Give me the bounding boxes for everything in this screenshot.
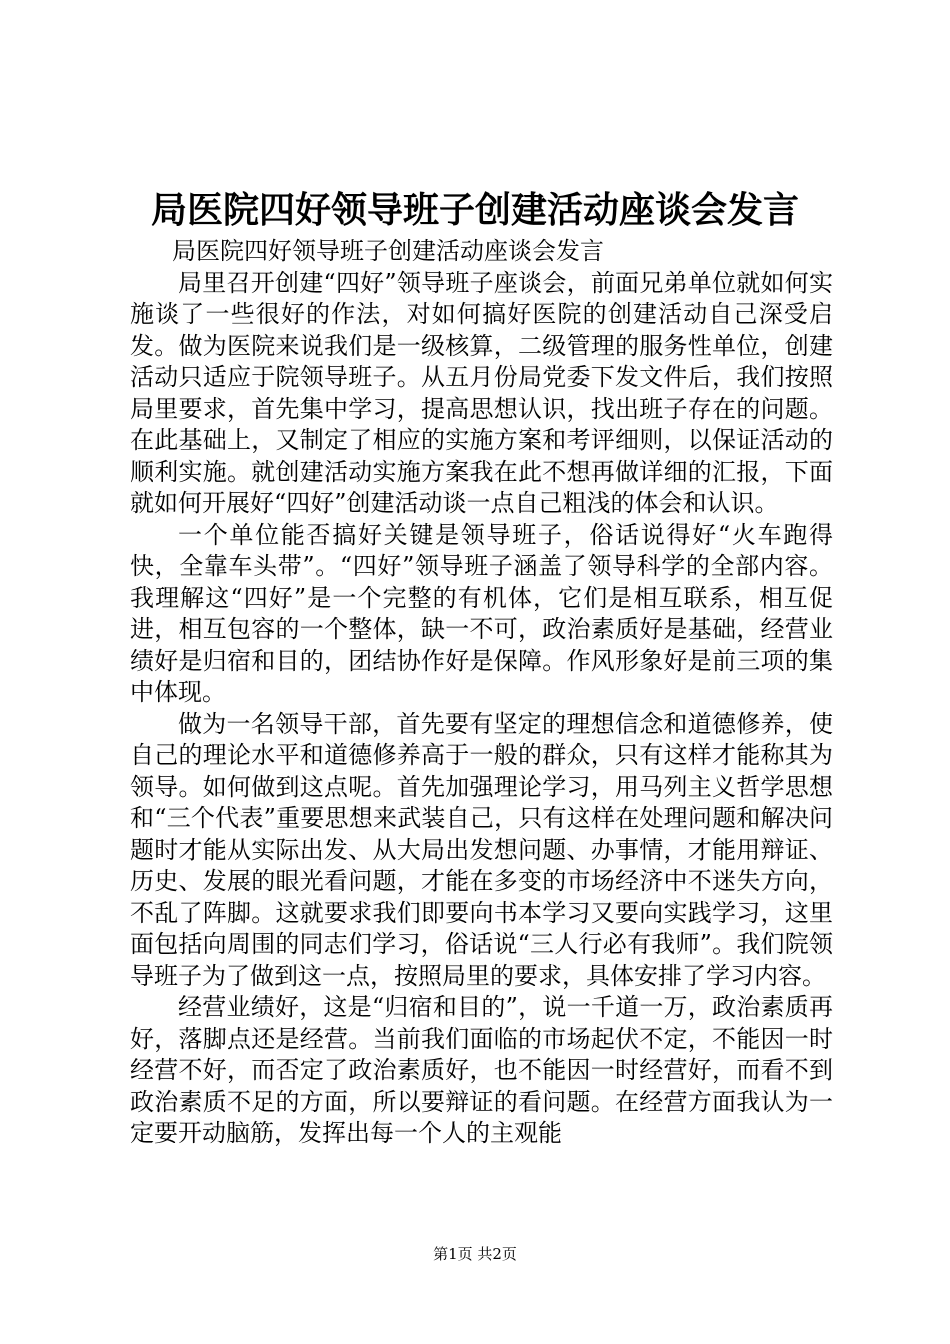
document-subtitle: 局医院四好领导班子创建活动座谈会发言 [172,237,604,265]
document-title: 局医院四好领导班子创建活动座谈会发言 [150,189,799,231]
paragraph: 做为一名领导干部，首先要有坚定的理想信念和道德修养，使自己的理论水平和道德修养高于一般的群众，只有这样才能称其为领导。如何做到这点呢。首先加强理论学习，用马列主义哲学思想和“三个代表”重要思想来武装自己，只有这样在处理问题和解决问题时才能从实际出发、从大局出发想问题、办事情，才能用辩证、历史、发展的眼光看问题，才能在多变的市场经济中不迷失方向，不乱了阵脚。这就要求我们即要向书本学习又要向实践学习，这里面包括向周围的同志们学习，俗话说“三人行必有我师”。我们院领导班子为了做到这一点，按照局里的要求，具体安排了学习内容。 [130,709,833,990]
page-number-footer: 第1页 共2页 [433,1245,517,1263]
paragraph: 一个单位能否搞好关键是领导班子，俗话说得好“火车跑得快，全靠车头带”。“四好”领导班子涵盖了领导科学的全部内容。我理解这“四好”是一个完整的有机体，它们是相互联系，相互促进，相互包容的一个整体，缺一不可，政治素质好是基础，经营业绩好是归宿和目的，团结协作好是保障。作风形象好是前三项的集中体现。 [130,520,833,706]
document-body [130,236,833,1150]
paragraph: 经营业绩好，这是“归宿和目的”，说一千道一万，政治素质再好，落脚点还是经营。当前我们面临的市场起伏不定，不能因一时经营不好，而否定了政治素质好，也不能因一时经营好，而看不到政治素质不足的方面，所以要辩证的看问题。在经营方面我认为一定要开动脑筋，发挥出每一个人的主观能 [130,993,833,1147]
paragraph: 局里召开创建“四好”领导班子座谈会，前面兄弟单位就如何实施谈了一些很好的作法，对如何搞好医院的创建活动自己深受启发。做为医院来说我们是一级核算，二级管理的服务性单位，创建活动只适应于院领导班子。从五月份局党委下发文件后，我们按照局里要求，首先集中学习，提高思想认识，找出班子存在的问题。在此基础上，又制定了相应的实施方案和考评细则，以保证活动的顺利实施。就创建活动实施方案我在此不想再做详细的汇报，下面就如何开展好“四好”创建活动谈一点自己粗浅的体会和认识。 [130,268,833,517]
